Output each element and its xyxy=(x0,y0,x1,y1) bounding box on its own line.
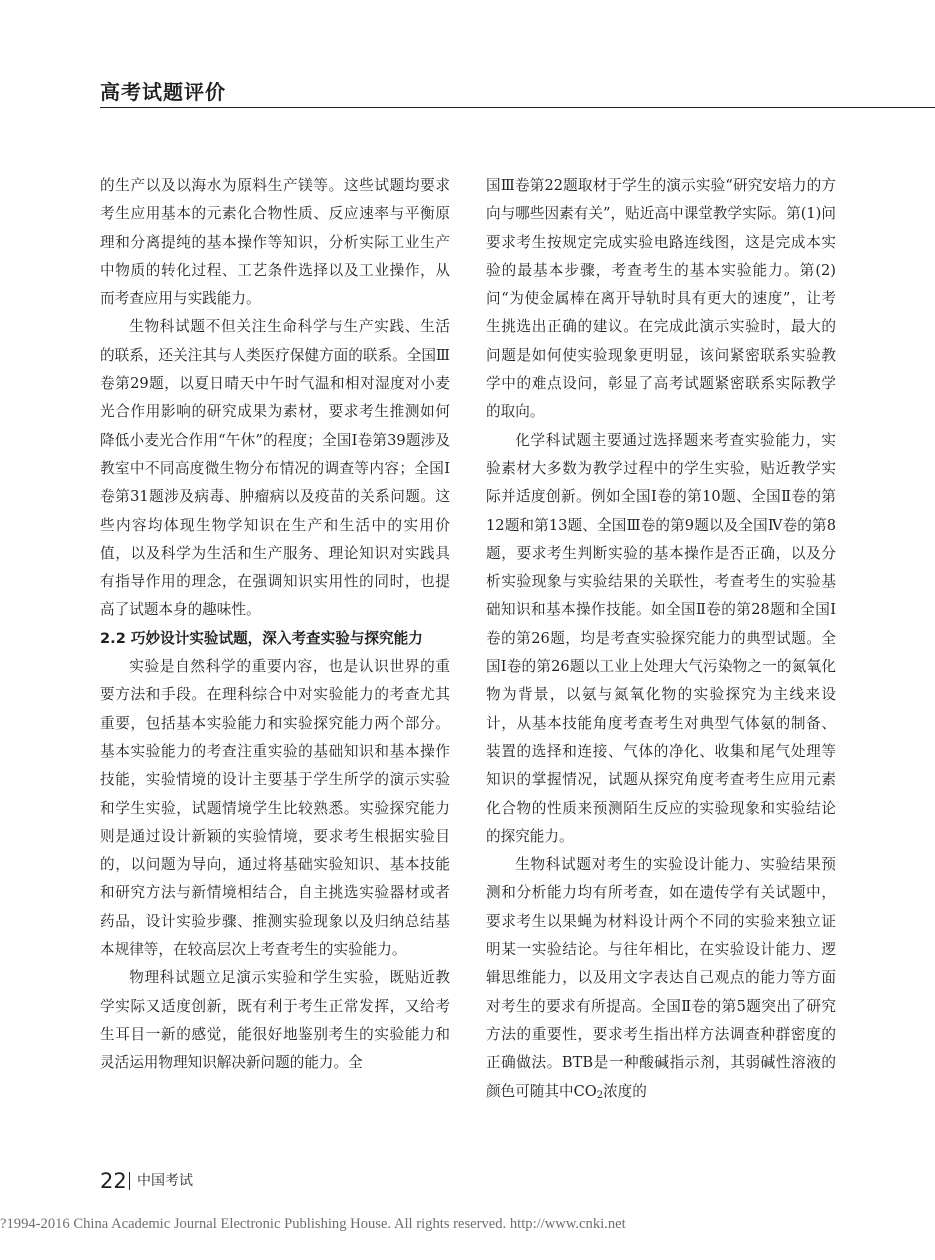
paragraph-tail: 浓度的 xyxy=(603,1082,647,1100)
paragraph: 国Ⅲ卷第22题取材于学生的演示实验“研究安培力的方向与哪些因素有关”，贴近高中课堂教学实际。第(1)问要求考生按规定完成实验电路连线图，这是完成本实验的最基本步骤，考查考生的基本实验能力。第(2)问“为使金属棒在离开导轨时具有更大的速度”，让考生挑选出正确的建议。在完成此演示实验时，最大的问题是如何使实验现象更明显，该问紧密联系实验教学中的难点设问，彰显了高考试题紧密联系实际教学的取向。 xyxy=(486,177,836,421)
copyright-notice: ?1994-2016 China Academic Journal Electronic Publishing House. All rights reserved. http://www.cnki.net xyxy=(0,1216,626,1232)
footer-divider xyxy=(129,1172,130,1190)
paragraph: 的生产以及以海水为原料生产镁等。这些试题均要求考生应用基本的元素化合物性质、反应速率与平衡原理和分离提纯的基本操作等知识，分析实际工业生产中物质的转化过程、工艺条件选择以及工业操作，从而考查应用与实践能力。 xyxy=(100,177,450,308)
running-header-title: 高考试题评价 xyxy=(100,80,226,104)
subscript: 2 xyxy=(596,1089,604,1101)
paragraph: 物理科试题立足演示实验和学生实验，既贴近教学实际又适度创新，既有利于考生正常发挥，又给考生耳目一新的感觉，能很好地鉴别考生的实验能力和灵活运用物理知识解决新问题的能力。全 xyxy=(100,969,450,1072)
section-heading: 2.2 巧妙设计实验试题，深入考查实验与探究能力 xyxy=(100,629,423,647)
journal-name: 中国考试 xyxy=(137,1173,193,1189)
paragraph xyxy=(486,851,836,1110)
right-column xyxy=(486,172,836,1110)
paragraph: 化学科试题主要通过选择题来考查实验能力，实验素材大多数为教学过程中的学生实验，贴近教学实际并适度创新。例如全国Ⅰ卷的第10题、全国Ⅱ卷的第12题和第13题、全国Ⅲ卷的第9题以及全国Ⅳ卷的第8题，要求考生判断实验的基本操作是否正确，以及分析实验现象与实验结果的关联性，考查考生的实验基础知识和基本操作技能。如全国Ⅱ卷的第28题和全国Ⅰ卷的第26题，均是考查实验探究能力的典型试题。全国Ⅰ卷的第26题以工业上处理大气污染物之一的氮氧化物为背景，以氨与氮氧化物的实验探究为主线来设计，从基本技能角度考查考生对典型气体氨的制备、装置的选择和连接、气体的净化、收集和尾气处理等知识的掌握情况，试题从探究角度考查考生应用元素化合物的性质来预测陌生反应的实验现象和实验结论的探究能力。 xyxy=(486,431,836,845)
paragraph: 生物科试题不但关注生命科学与生产实践、生活的联系，还关注其与人类医疗保健方面的联系。全国Ⅲ卷第29题，以夏日晴天中午时气温和相对湿度对小麦光合作用影响的研究成果为素材，要求考生推测如何降低小麦光合作用“午休”的程度；全国Ⅰ卷第39题涉及教室中不同高度微生物分布情况的调查等内容；全国Ⅰ卷第31题涉及病毒、肿瘤病以及疫苗的关系问题。这些内容均体现生物学知识在生产和生活中的实用价值，以及科学为生活和生产服务、理论知识对实践具有指导作用的理念，在强调知识实用性的同时，也提高了试题本身的趣味性。 xyxy=(100,318,450,619)
left-column xyxy=(100,172,450,1078)
header-rule xyxy=(100,107,935,108)
page-number: 22 xyxy=(100,1169,127,1193)
paragraph-text: 生物科试题对考生的实验设计能力、实验结果预测和分析能力均有所考查，如在遗传学有关试题中，要求考生以果蝇为材料设计两个不同的实验来独立证明某一实验结论。与往年相比，在实验设计能力、逻辑思维能力，以及用文字表达自己观点的能力等方面对考生的要求有所提高。全国Ⅱ卷的第5题突出了研究方法的重要性，要求考生指出样方法调查种群密度的正确做法。BTB是一种酸碱指示剂，其弱碱性溶液的颜色可随其中CO xyxy=(486,856,836,1100)
paragraph: 实验是自然科学的重要内容，也是认识世界的重要方法和手段。在理科综合中对实验能力的考查尤其重要，包括基本实验能力和实验探究能力两个部分。基本实验能力的考查注重实验的基础知识和基本操作技能，实验情境的设计主要基于学生所学的演示实验和学生实验，试题情境学生比较熟悉。实验探究能力则是通过设计新颖的实验情境，要求考生根据实验目的，以问题为导向，通过将基础实验知识、基本技能和研究方法与新情境相结合，自主挑选实验器材或者药品，设计实验步骤、推测实验现象以及归纳总结基本规律等，在较高层次上考查考生的实验能力。 xyxy=(100,658,450,959)
